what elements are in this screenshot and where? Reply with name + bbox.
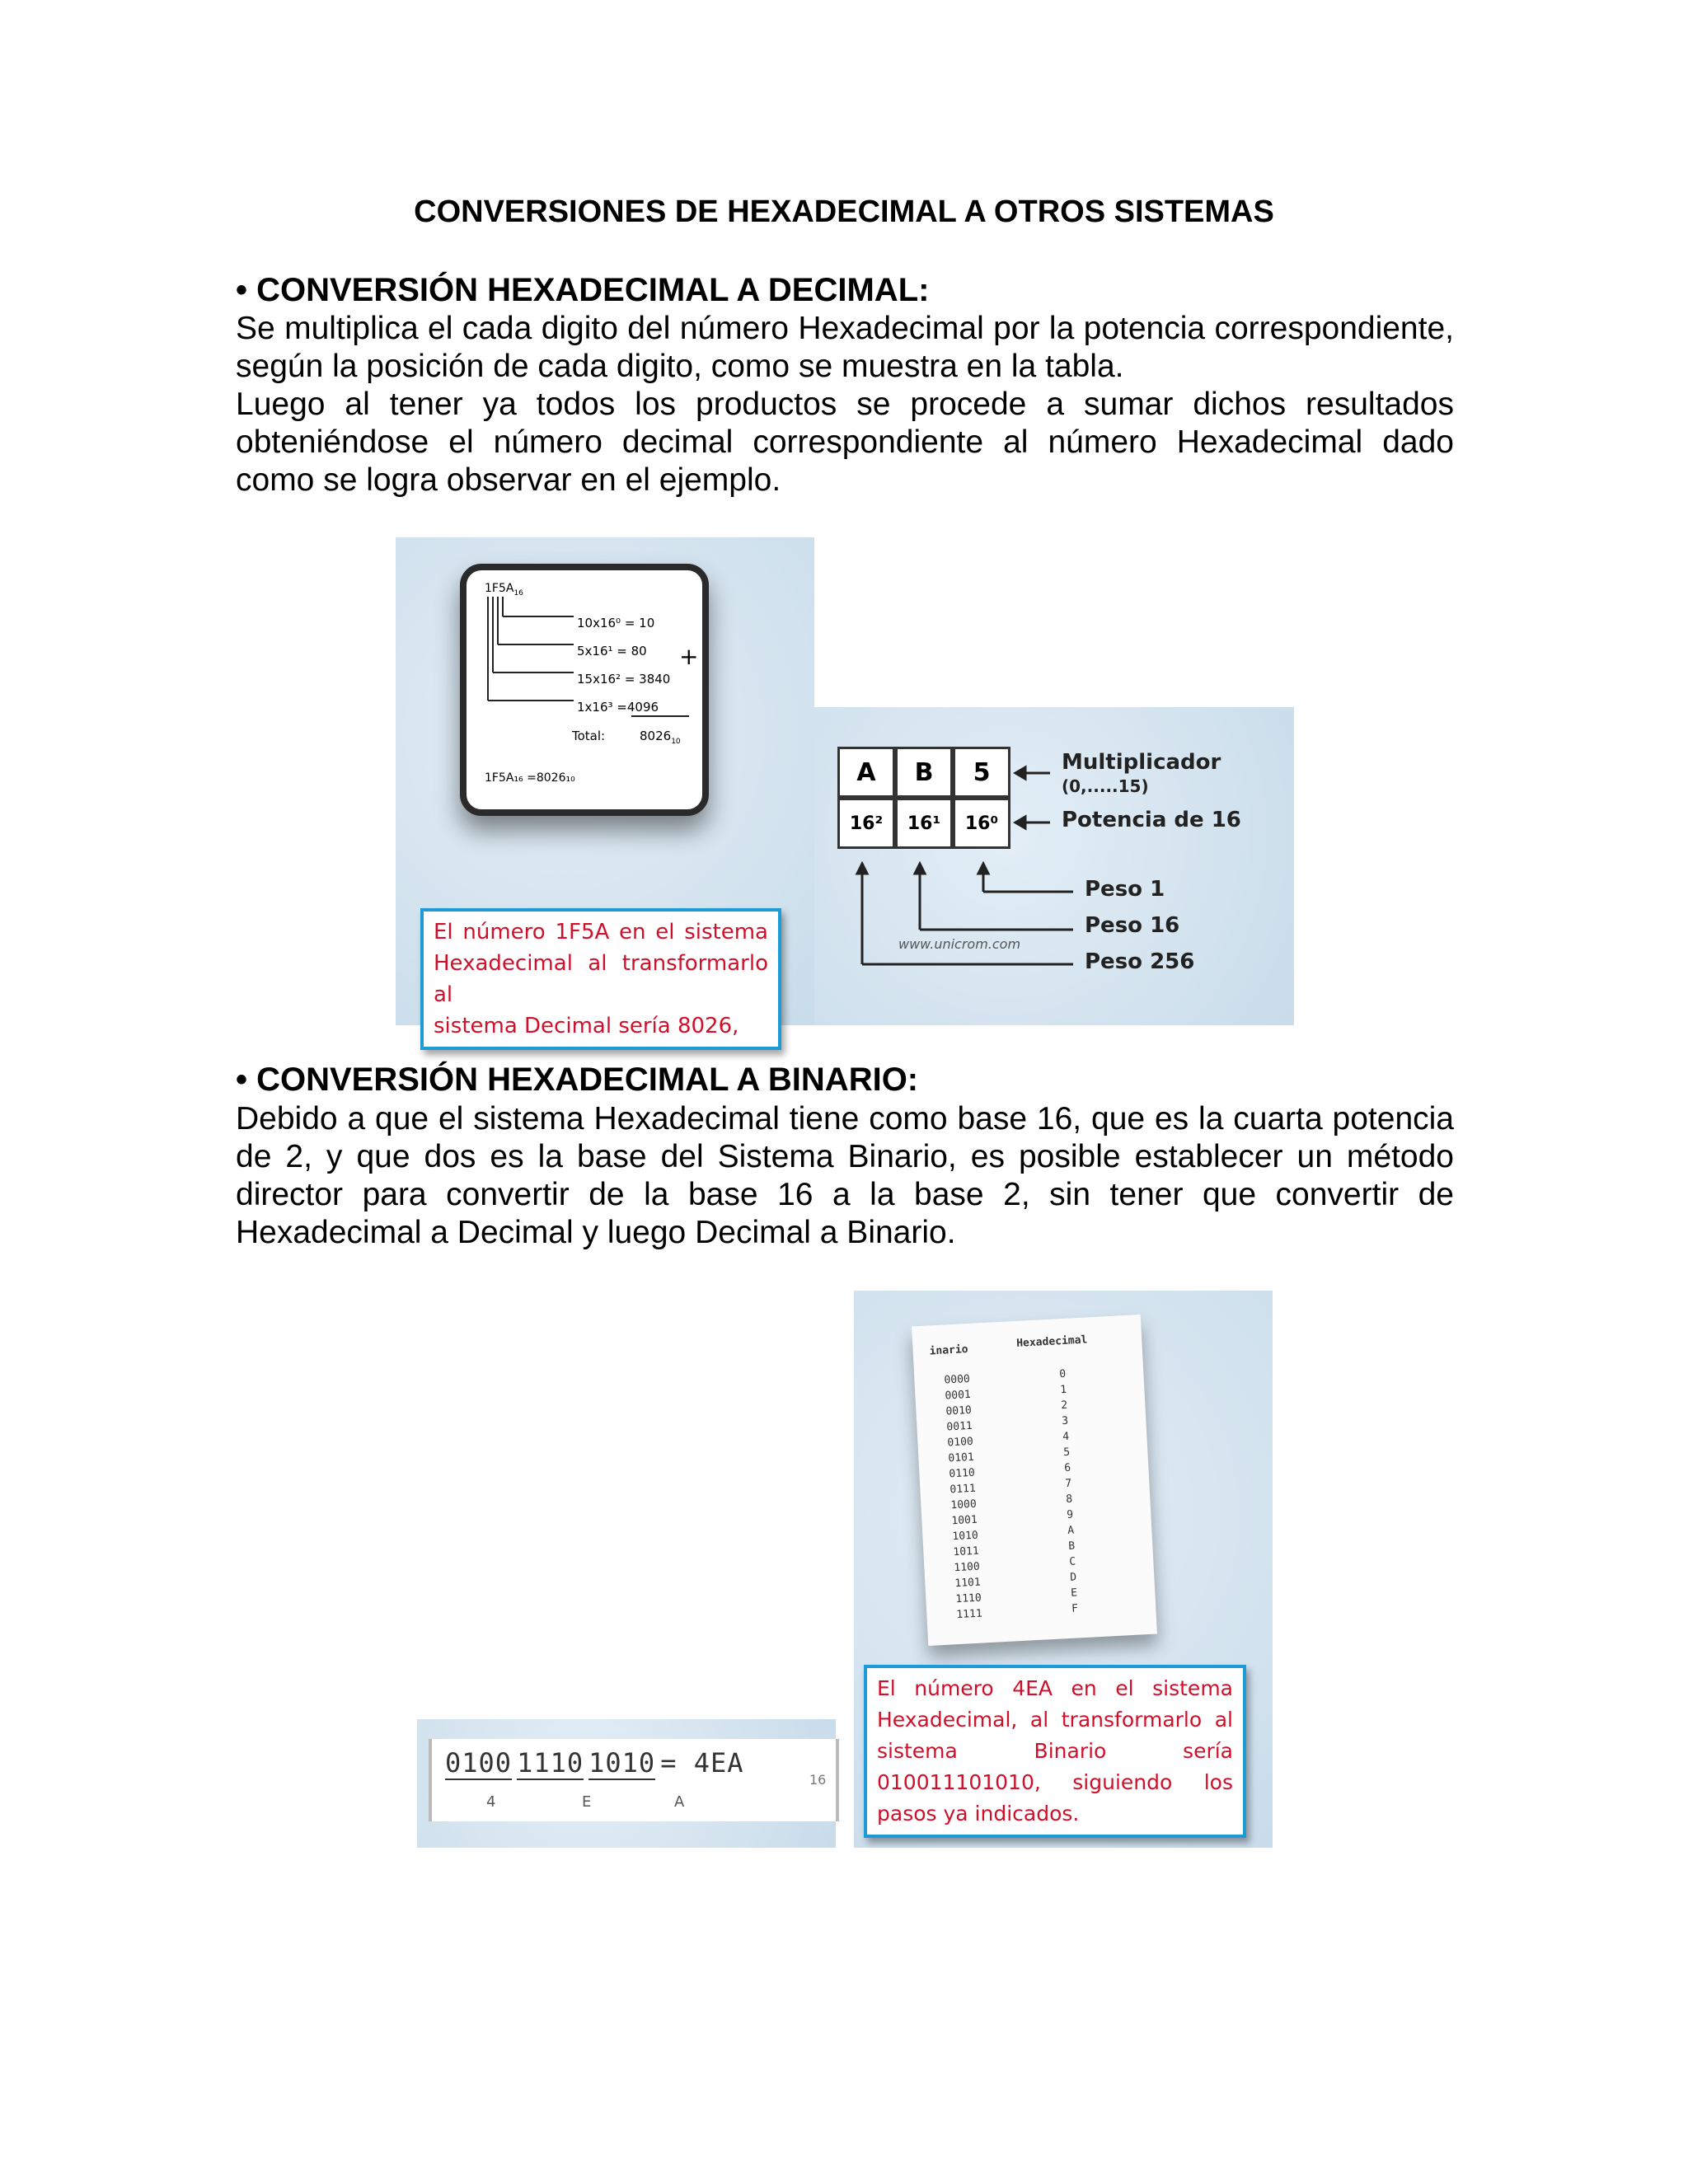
- figure-binary-grouping: [417, 1719, 836, 1848]
- hex-column: [1059, 1366, 1079, 1617]
- hex-value: 3: [1061, 1414, 1069, 1428]
- hex-value: 7: [1064, 1477, 1072, 1491]
- page-title: CONVERSIONES DE HEXADECIMAL A OTROS SISTEMAS: [414, 194, 1274, 229]
- hex-value: 5: [1062, 1446, 1071, 1460]
- binary-column: [944, 1371, 982, 1623]
- binary-value: 1000: [950, 1497, 978, 1512]
- binary-header: inario: [929, 1343, 968, 1358]
- hex-number: $1F5A_{16}$: [485, 582, 523, 598]
- binary-value: 0101: [948, 1451, 975, 1465]
- multiplicador-range: (0,.....15): [1062, 776, 1149, 796]
- bracket-lines: [483, 597, 582, 712]
- binary-group: 1010: [588, 1747, 656, 1779]
- binary-value: 1011: [953, 1544, 980, 1559]
- binary-value: 0111: [950, 1482, 977, 1497]
- sum-line: [631, 715, 689, 717]
- peso-label: Peso 1: [1085, 877, 1165, 902]
- grouping-strip: [429, 1739, 839, 1821]
- watermark: www.unicrom.com: [898, 936, 1021, 952]
- digit-cell: 5: [953, 747, 1010, 798]
- section-heading-hex-to-decimal: • CONVERSIÓN HEXADECIMAL A DECIMAL:: [236, 272, 930, 308]
- hex-value: A: [1067, 1524, 1075, 1537]
- paragraph: Se multiplica el cada digito del número Hexadecimal por la potencia correspondiente, según la posición de cada digito, como se muestra en la tabla.: [236, 311, 1454, 384]
- weights-arrows: [814, 707, 1294, 1025]
- product-line: 15x16² = 3840: [577, 672, 671, 687]
- binary-value: 0000: [944, 1372, 971, 1387]
- total-value: $8026_{10}$: [640, 729, 681, 746]
- note-box-decimal: [420, 908, 781, 1050]
- binary-group: 1110: [517, 1747, 584, 1779]
- note-line: El número 4EA en el sistema: [877, 1676, 1233, 1700]
- note-box-binary: [864, 1665, 1246, 1838]
- binary-value: 0010: [945, 1404, 973, 1418]
- paragraph: Debido a que el sistema Hexadecimal tiene como base 16, que es la cuarta potencia de 2, y que dos es la base del Sistema Binario, es posible establecer un método director para convertir de la base 16 a la base 2, sin tener que convertir de Hexadecimal a Decimal y luego Decimal a Binario.: [236, 1101, 1454, 1250]
- binary-value: 1100: [954, 1560, 981, 1575]
- hex-value: C: [1068, 1555, 1076, 1568]
- group-letter: 4: [486, 1793, 496, 1811]
- hex-value: E: [1070, 1586, 1078, 1600]
- digit-cell: A: [837, 747, 895, 798]
- figure-hex-decimal-example: [396, 537, 814, 1038]
- product-line: 10x16⁰ = 10: [577, 616, 655, 630]
- hex-value: 8: [1065, 1493, 1073, 1507]
- note-line: Hexadecimal al transformarlo al: [434, 951, 768, 1007]
- hex-value: 6: [1063, 1461, 1071, 1475]
- figure-hex-binary-table: [854, 1291, 1273, 1848]
- group-letter: E: [582, 1793, 592, 1811]
- hex-value: 2: [1060, 1399, 1068, 1413]
- hex-value: 1: [1059, 1383, 1067, 1397]
- plus-sign: +: [679, 643, 699, 670]
- potencia-label: Potencia de 16: [1062, 808, 1241, 832]
- power-cell: 16²: [837, 798, 895, 849]
- hex-value: D: [1069, 1571, 1077, 1584]
- hex-header: Hexadecimal: [1015, 1333, 1088, 1350]
- section-hex-to-decimal-text: [236, 310, 1454, 499]
- result-equation: 1F5A₁₆ =8026₁₀: [485, 771, 575, 785]
- note-line: pasos ya indicados.: [877, 1802, 1080, 1825]
- note-line: 010011101010, siguiendo los: [877, 1770, 1233, 1794]
- product-line: 5x16¹ = 80: [577, 644, 647, 658]
- figure-positional-weights: [814, 707, 1294, 1025]
- binary-groups: [445, 1747, 744, 1780]
- hex-value: B: [1067, 1540, 1076, 1553]
- group-letter: A: [674, 1793, 685, 1811]
- paragraph: Luego al tener ya todos los productos se procede a sumar dichos resultados obteniéndose el número decimal correspondiente al número Hexadecimal dado como se logra observar en el ejemplo.: [236, 387, 1454, 498]
- result-base: 16: [809, 1772, 827, 1788]
- binary-value: 0100: [947, 1435, 974, 1450]
- note-line: sistema Decimal sería 8026,: [434, 1014, 739, 1038]
- power-cell: 16⁰: [953, 798, 1010, 849]
- peso-label: Peso 256: [1085, 949, 1195, 974]
- binary-value: 1101: [954, 1576, 982, 1591]
- power-cell: 16¹: [895, 798, 953, 849]
- note-line: Hexadecimal, al transformarlo al: [877, 1708, 1233, 1732]
- hex-value: 0: [1058, 1367, 1067, 1381]
- binary-value: 0001: [945, 1388, 972, 1403]
- multiplicador-label: Multiplicador: [1062, 750, 1221, 775]
- total-label: Total:: [572, 729, 606, 743]
- hex-value: 4: [1062, 1430, 1070, 1444]
- hex-value: F: [1071, 1602, 1079, 1615]
- binary-value: 0011: [946, 1419, 973, 1434]
- binary-value: 0110: [949, 1466, 976, 1481]
- power-products: [577, 609, 670, 721]
- section-heading-hex-to-binary: • CONVERSIÓN HEXADECIMAL A BINARIO:: [236, 1062, 919, 1098]
- binary-hex-sheet: [912, 1315, 1157, 1646]
- section-hex-to-binary-text: [236, 1100, 1454, 1252]
- binary-value: 1111: [956, 1607, 983, 1622]
- product-line: 1x16³ =4096: [577, 700, 659, 715]
- note-line: El número 1F5A en el sistema: [434, 920, 768, 944]
- calculation-card: [460, 564, 709, 816]
- digit-cell: B: [895, 747, 953, 798]
- note-line: sistema Binario sería: [877, 1739, 1233, 1763]
- binary-value: 1010: [952, 1529, 979, 1544]
- peso-label: Peso 16: [1085, 913, 1180, 938]
- binary-value: 1001: [951, 1513, 978, 1528]
- binary-value: 1110: [955, 1591, 982, 1606]
- hex-value: 9: [1066, 1508, 1074, 1521]
- binary-group: 0100: [445, 1747, 513, 1779]
- equals-result: = 4EA: [660, 1747, 744, 1779]
